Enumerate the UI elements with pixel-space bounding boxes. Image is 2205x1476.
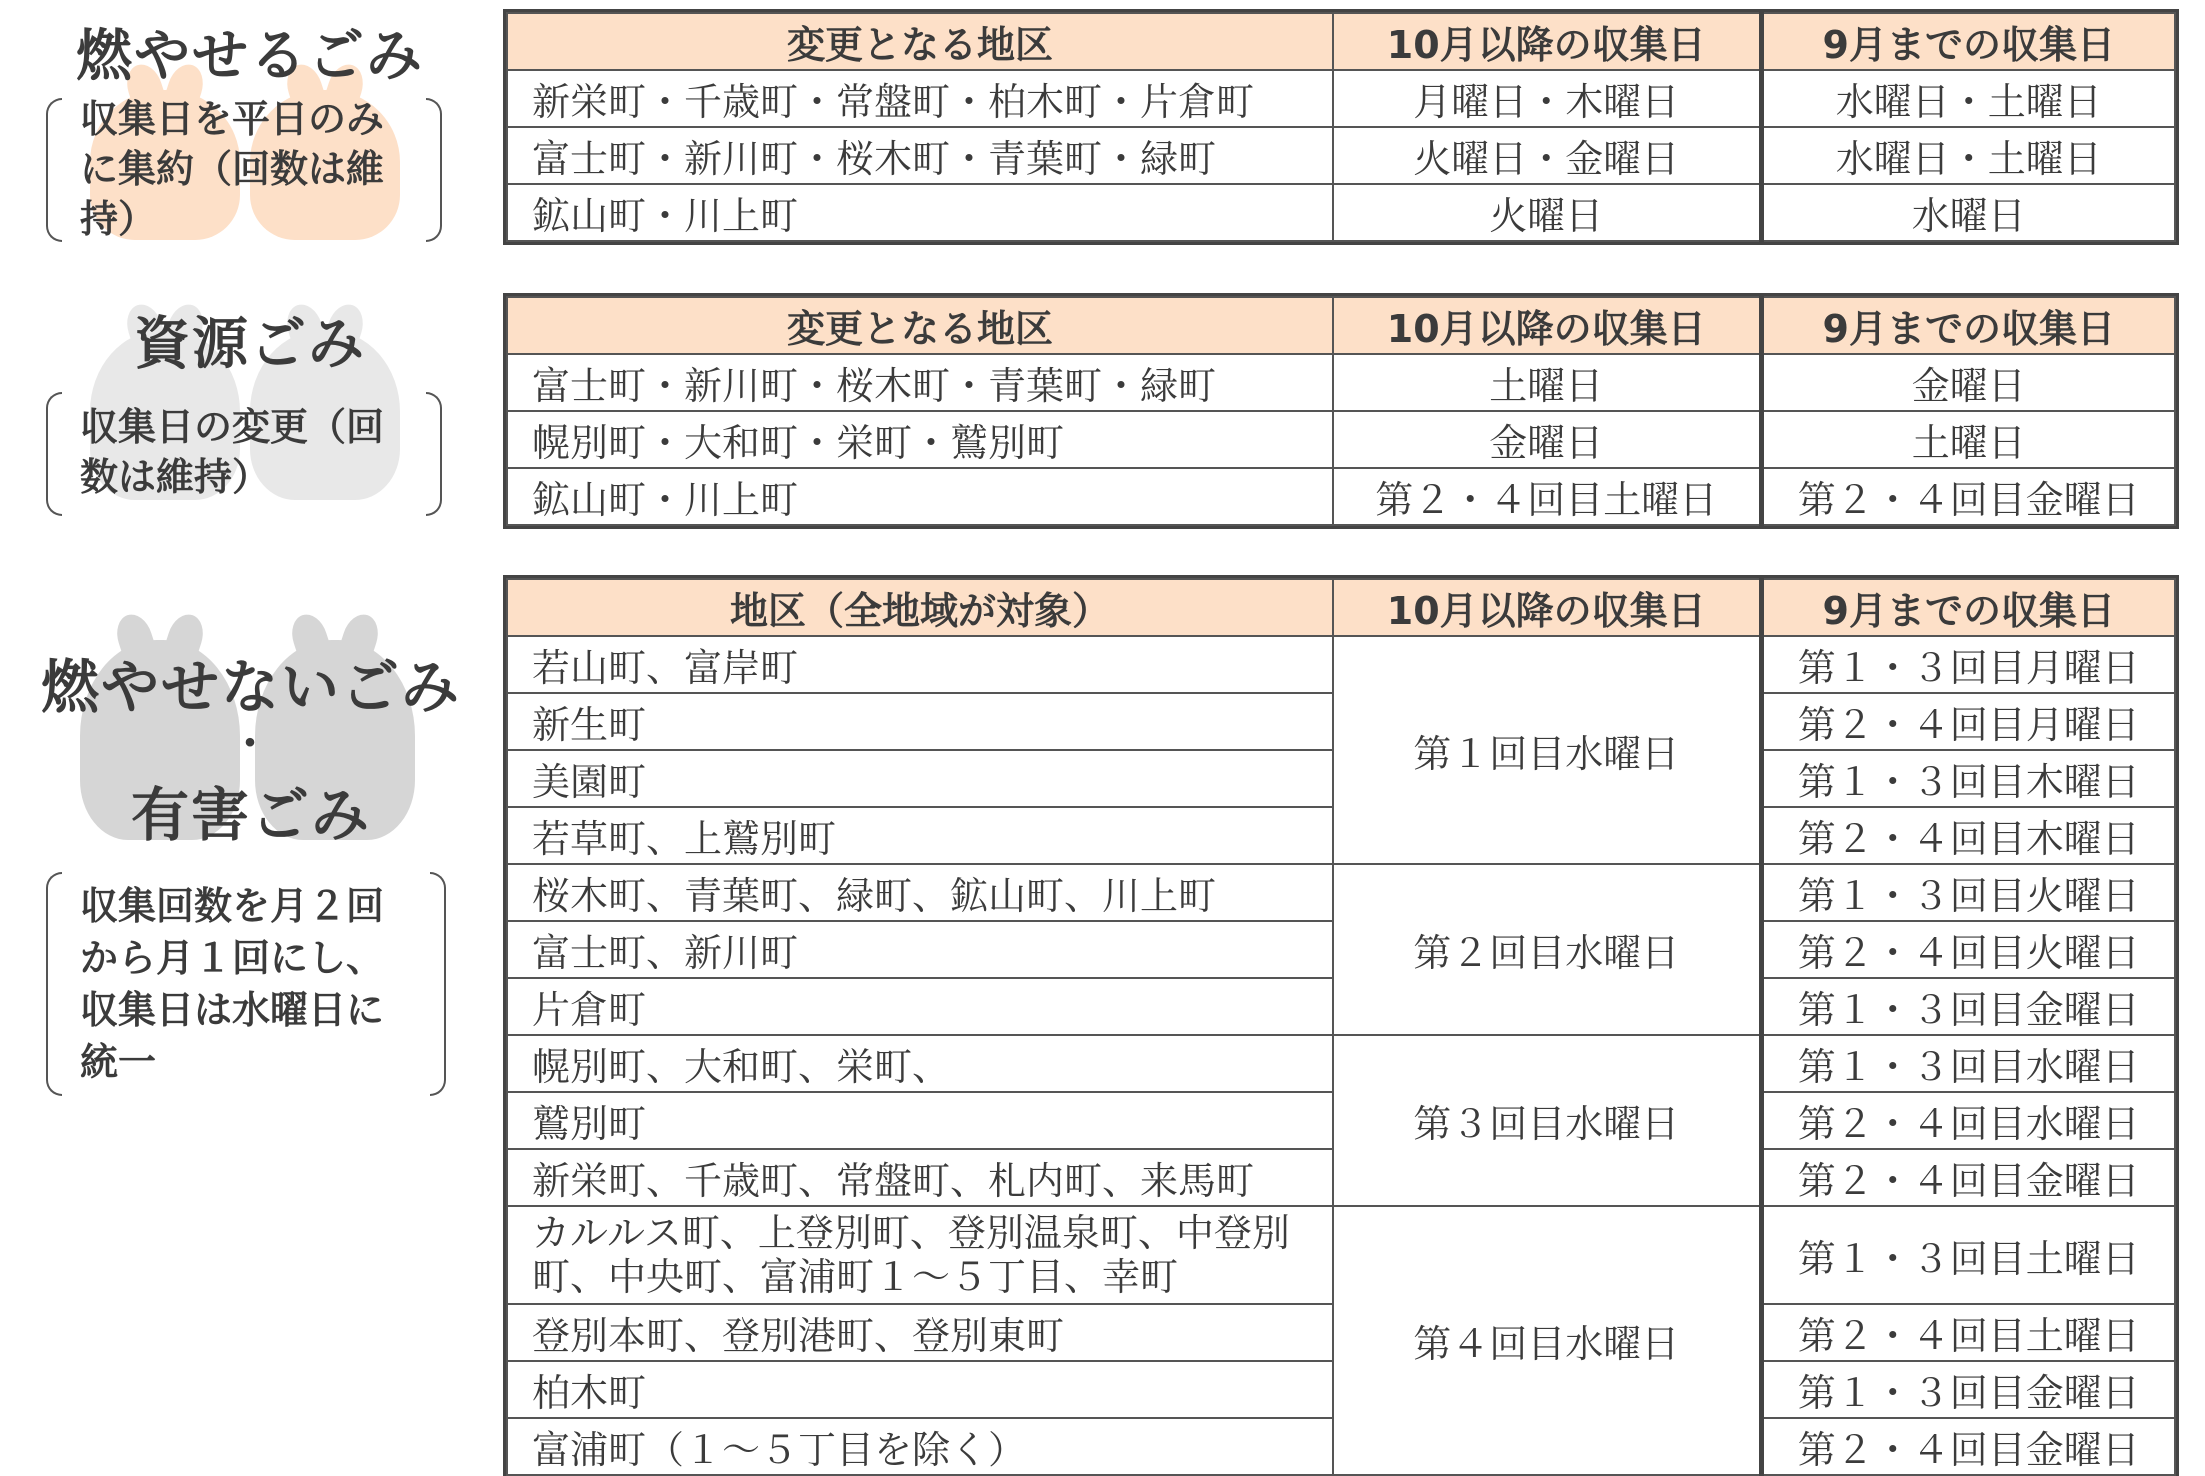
old-date-cell: 第２・４回目水曜日 bbox=[1761, 1092, 2175, 1149]
district-cell: 富士町、新川町 bbox=[507, 921, 1333, 978]
section-title-line2: 有害ごみ bbox=[130, 781, 371, 849]
table-header-row bbox=[507, 297, 2175, 354]
district-cell: 登別本町、登別港町、登別東町 bbox=[507, 1304, 1333, 1361]
district-cell: 新栄町、千歳町、常盤町、札内町、来馬町 bbox=[507, 1149, 1333, 1206]
bracket-right bbox=[426, 98, 442, 242]
new-date-cell: 火曜日・金曜日 bbox=[1333, 127, 1761, 184]
header-district: 変更となる地区 bbox=[507, 13, 1333, 70]
schedule-table-burnable bbox=[506, 12, 2176, 242]
district-cell: 鉱山町・川上町 bbox=[507, 468, 1333, 525]
header-district: 地区（全地域が対象） bbox=[507, 579, 1333, 636]
old-date-cell: 第２・４回目金曜日 bbox=[1761, 1149, 2175, 1206]
table-row bbox=[507, 70, 2175, 127]
old-date-cell: 第２・４回目月曜日 bbox=[1761, 693, 2175, 750]
old-date-cell: 第１・３回目金曜日 bbox=[1761, 1361, 2175, 1418]
bracket-right bbox=[430, 872, 446, 1096]
district-cell: 柏木町 bbox=[507, 1361, 1333, 1418]
new-date-cell: 月曜日・木曜日 bbox=[1333, 70, 1761, 127]
new-date-cell: 第４回目水曜日 bbox=[1333, 1206, 1761, 1475]
section-title: 燃やせるごみ bbox=[76, 24, 424, 89]
section-title: 資源ごみ bbox=[134, 312, 366, 377]
schedule-table-nonburnable bbox=[506, 578, 2176, 1476]
section-description: 収集回数を月２回から月１回にし、収集日は水曜日に統一 bbox=[80, 884, 385, 1084]
district-cell: 富士町・新川町・桜木町・青葉町・緑町 bbox=[507, 354, 1333, 411]
district-cell: 若山町、富岸町 bbox=[507, 636, 1333, 693]
old-date-cell: 水曜日・土曜日 bbox=[1761, 70, 2175, 127]
old-date-cell: 第１・３回目水曜日 bbox=[1761, 1035, 2175, 1092]
header-district: 変更となる地区 bbox=[507, 297, 1333, 354]
schedule-table-recyclable bbox=[506, 296, 2176, 526]
district-cell: 新栄町・千歳町・常盤町・柏木町・片倉町 bbox=[507, 70, 1333, 127]
old-date-cell: 第２・４回目木曜日 bbox=[1761, 807, 2175, 864]
district-cell: 若草町、上鷲別町 bbox=[507, 807, 1333, 864]
table-row bbox=[507, 864, 2175, 921]
district-cell: 富士町・新川町・桜木町・青葉町・緑町 bbox=[507, 127, 1333, 184]
section-title-line1: 燃やせないごみ bbox=[40, 653, 461, 721]
district-cell: カルルス町、上登別町、登別温泉町、中登別町、中央町、富浦町１～５丁目、幸町 bbox=[507, 1206, 1333, 1304]
header-old-date: 9月までの収集日 bbox=[1761, 297, 2175, 354]
new-date-cell: 第１回目水曜日 bbox=[1333, 636, 1761, 864]
table-header-row bbox=[507, 13, 2175, 70]
table-row bbox=[507, 1035, 2175, 1092]
old-date-cell: 第１・３回目月曜日 bbox=[1761, 636, 2175, 693]
section-title-dot: ・ bbox=[230, 721, 272, 767]
old-date-cell: 第１・３回目火曜日 bbox=[1761, 864, 2175, 921]
table-header-row bbox=[507, 579, 2175, 636]
new-date-cell: 土曜日 bbox=[1333, 354, 1761, 411]
old-date-cell: 水曜日 bbox=[1761, 184, 2175, 241]
old-date-cell: 第２・４回目金曜日 bbox=[1761, 468, 2175, 525]
section-description: 収集日を平日のみに集約（回数は維持） bbox=[80, 97, 385, 241]
old-date-cell: 金曜日 bbox=[1761, 354, 2175, 411]
district-cell: 鉱山町・川上町 bbox=[507, 184, 1333, 241]
header-old-date: 9月までの収集日 bbox=[1761, 13, 2175, 70]
header-new-date: 10月以降の収集日 bbox=[1333, 297, 1761, 354]
table-row bbox=[507, 184, 2175, 241]
new-date-cell: 第２・４回目土曜日 bbox=[1333, 468, 1761, 525]
table-row bbox=[507, 1206, 2175, 1304]
section-burnable bbox=[0, 0, 2205, 260]
table-row bbox=[507, 354, 2175, 411]
district-cell: 幌別町・大和町・栄町・鷲別町 bbox=[507, 411, 1333, 468]
district-cell: 片倉町 bbox=[507, 978, 1333, 1035]
header-new-date: 10月以降の収集日 bbox=[1333, 579, 1761, 636]
old-date-cell: 第２・４回目土曜日 bbox=[1761, 1304, 2175, 1361]
old-date-cell: 第１・３回目土曜日 bbox=[1761, 1206, 2175, 1304]
new-date-cell: 火曜日 bbox=[1333, 184, 1761, 241]
bracket-left bbox=[46, 872, 62, 1096]
new-date-cell: 第２回目水曜日 bbox=[1333, 864, 1761, 1035]
new-date-cell: 第３回目水曜日 bbox=[1333, 1035, 1761, 1206]
old-date-cell: 水曜日・土曜日 bbox=[1761, 127, 2175, 184]
district-cell: 美園町 bbox=[507, 750, 1333, 807]
bracket-left bbox=[46, 392, 62, 516]
old-date-cell: 第１・３回目金曜日 bbox=[1761, 978, 2175, 1035]
table-row bbox=[507, 468, 2175, 525]
header-new-date: 10月以降の収集日 bbox=[1333, 13, 1761, 70]
old-date-cell: 第１・３回目木曜日 bbox=[1761, 750, 2175, 807]
bracket-left bbox=[46, 98, 62, 242]
table-row bbox=[507, 127, 2175, 184]
district-cell: 鷲別町 bbox=[507, 1092, 1333, 1149]
district-cell: 富浦町（１～５丁目を除く） bbox=[507, 1418, 1333, 1475]
district-cell: 新生町 bbox=[507, 693, 1333, 750]
district-cell: 桜木町、青葉町、緑町、鉱山町、川上町 bbox=[507, 864, 1333, 921]
old-date-cell: 第２・４回目金曜日 bbox=[1761, 1418, 2175, 1475]
section-description: 収集日の変更（回数は維持） bbox=[80, 405, 385, 499]
table-row bbox=[507, 411, 2175, 468]
old-date-cell: 土曜日 bbox=[1761, 411, 2175, 468]
bracket-right bbox=[426, 392, 442, 516]
header-old-date: 9月までの収集日 bbox=[1761, 579, 2175, 636]
district-cell: 幌別町、大和町、栄町、 bbox=[507, 1035, 1333, 1092]
new-date-cell: 金曜日 bbox=[1333, 411, 1761, 468]
old-date-cell: 第２・４回目火曜日 bbox=[1761, 921, 2175, 978]
table-row bbox=[507, 636, 2175, 693]
